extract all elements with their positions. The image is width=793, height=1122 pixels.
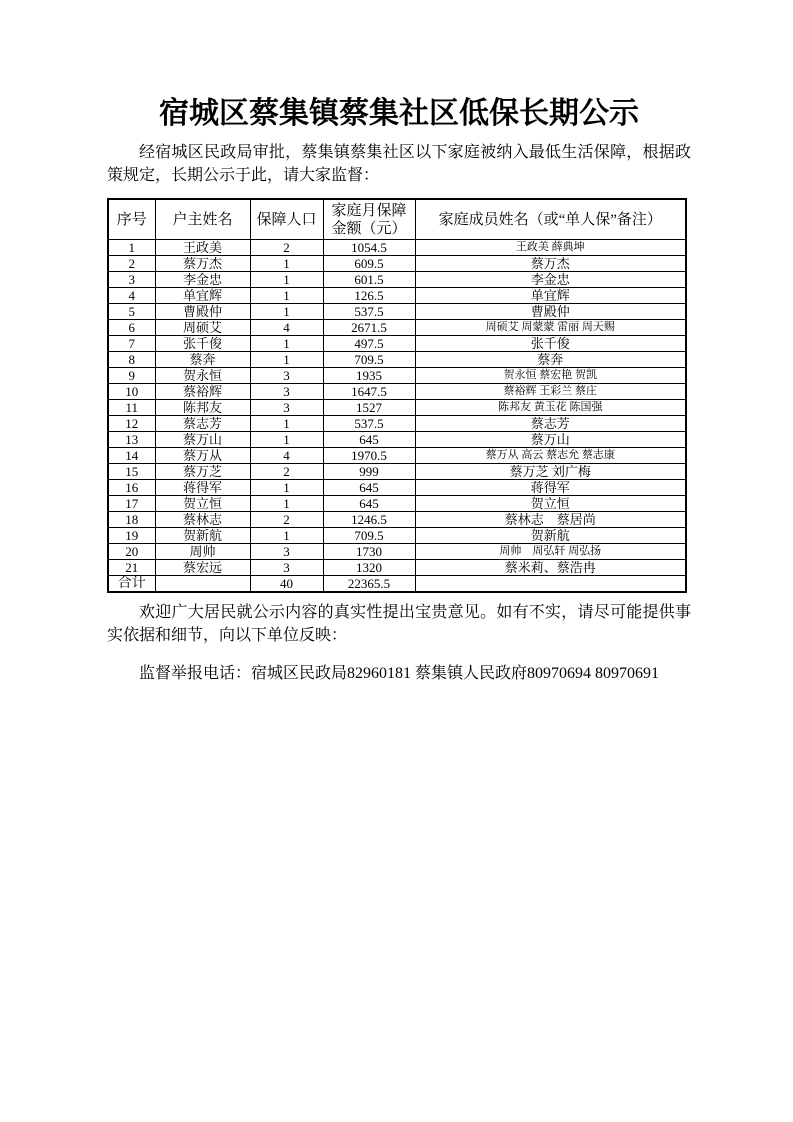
cell-head-name: 单宜辉 [155, 288, 250, 304]
cell-population: 3 [250, 384, 323, 400]
cell-amount: 1527 [323, 400, 415, 416]
cell-members: 周硕艾 周蒙蒙 雷丽 周天赐 [415, 320, 686, 336]
table-row [108, 480, 686, 496]
cell-members: 蔡万山 [415, 432, 686, 448]
cell-amount: 1320 [323, 560, 415, 576]
cell-population: 40 [250, 576, 323, 593]
cell-no: 12 [108, 416, 155, 432]
cell-head-name: 蔡万山 [155, 432, 250, 448]
cell-no: 21 [108, 560, 155, 576]
cell-head-name: 蔡万芝 [155, 464, 250, 480]
cell-head-name: 李金忠 [155, 272, 250, 288]
total-row [108, 576, 686, 593]
table-row [108, 336, 686, 352]
table-row [108, 464, 686, 480]
cell-amount: 1935 [323, 368, 415, 384]
cell-amount: 645 [323, 480, 415, 496]
cell-no: 8 [108, 352, 155, 368]
benefits-table [107, 198, 687, 593]
cell-no: 5 [108, 304, 155, 320]
cell-members: 李金忠 [415, 272, 686, 288]
cell-amount: 645 [323, 496, 415, 512]
cell-head-name: 张千俊 [155, 336, 250, 352]
cell-head-name: 王政美 [155, 240, 250, 256]
cell-no: 7 [108, 336, 155, 352]
cell-head-name: 贺立恒 [155, 496, 250, 512]
cell-amount: 1730 [323, 544, 415, 560]
cell-no: 6 [108, 320, 155, 336]
cell-population: 1 [250, 288, 323, 304]
cell-amount: 537.5 [323, 304, 415, 320]
cell-members [415, 576, 686, 593]
cell-population: 3 [250, 560, 323, 576]
page-title: 宿城区蔡集镇蔡集社区低保长期公示 [159, 97, 639, 130]
cell-members: 贺立恒 [415, 496, 686, 512]
cell-members: 周帅 周弘轩 周弘扬 [415, 544, 686, 560]
cell-no: 15 [108, 464, 155, 480]
cell-members: 蔡奔 [415, 352, 686, 368]
cell-no: 2 [108, 256, 155, 272]
cell-no: 11 [108, 400, 155, 416]
cell-head-name: 蔡万杰 [155, 256, 250, 272]
col-header-head-name: 户主姓名 [155, 199, 250, 240]
cell-members: 王政美 薛典坤 [415, 240, 686, 256]
cell-amount: 601.5 [323, 272, 415, 288]
cell-head-name: 蔡志芳 [155, 416, 250, 432]
cell-no: 17 [108, 496, 155, 512]
cell-members: 贺新航 [415, 528, 686, 544]
cell-members: 蔡志芳 [415, 416, 686, 432]
cell-no: 16 [108, 480, 155, 496]
table-row [108, 288, 686, 304]
cell-population: 1 [250, 416, 323, 432]
table-body [108, 240, 686, 593]
cell-population: 1 [250, 480, 323, 496]
cell-no: 19 [108, 528, 155, 544]
cell-amount: 126.5 [323, 288, 415, 304]
cell-population: 1 [250, 272, 323, 288]
cell-amount: 1647.5 [323, 384, 415, 400]
cell-head-name: 周帅 [155, 544, 250, 560]
cell-population: 1 [250, 336, 323, 352]
cell-amount: 645 [323, 432, 415, 448]
col-header-members: 家庭成员姓名（或“单人保”备注） [415, 199, 686, 240]
cell-members: 蔡裕辉 王彩兰 蔡庄 [415, 384, 686, 400]
cell-head-name: 蔡宏远 [155, 560, 250, 576]
cell-members: 蔡万从 高云 蔡志允 蔡志康 [415, 448, 686, 464]
table-row [108, 256, 686, 272]
cell-head-name: 蔡万从 [155, 448, 250, 464]
cell-amount: 1970.5 [323, 448, 415, 464]
cell-head-name: 蔡奔 [155, 352, 250, 368]
table-row [108, 352, 686, 368]
cell-amount: 22365.5 [323, 576, 415, 593]
cell-no: 14 [108, 448, 155, 464]
cell-head-name: 曹殿仲 [155, 304, 250, 320]
cell-amount: 537.5 [323, 416, 415, 432]
table-row [108, 368, 686, 384]
cell-amount: 709.5 [323, 528, 415, 544]
table-row [108, 416, 686, 432]
table-row [108, 320, 686, 336]
cell-population: 2 [250, 240, 323, 256]
cell-head-name: 蒋得军 [155, 480, 250, 496]
cell-head-name: 周硕艾 [155, 320, 250, 336]
cell-population: 1 [250, 352, 323, 368]
cell-members: 单宜辉 [415, 288, 686, 304]
cell-population: 1 [250, 528, 323, 544]
cell-members: 陈邦友 黄玉花 陈国强 [415, 400, 686, 416]
cell-head-name: 贺新航 [155, 528, 250, 544]
outro-paragraph: 欢迎广大居民就公示内容的真实性提出宝贵意见。如有不实，请尽可能提供事实依据和细节，向以下单位反映： [107, 604, 691, 644]
table-row [108, 528, 686, 544]
cell-members: 蔡林志 蔡居尚 [415, 512, 686, 528]
col-header-amount: 家庭月保障金额（元） [323, 199, 415, 240]
cell-population: 1 [250, 304, 323, 320]
cell-amount: 1246.5 [323, 512, 415, 528]
cell-amount: 709.5 [323, 352, 415, 368]
cell-amount: 2671.5 [323, 320, 415, 336]
table-row [108, 384, 686, 400]
cell-no: 13 [108, 432, 155, 448]
cell-amount: 1054.5 [323, 240, 415, 256]
cell-population: 1 [250, 432, 323, 448]
cell-amount: 999 [323, 464, 415, 480]
cell-population: 2 [250, 512, 323, 528]
cell-population: 3 [250, 400, 323, 416]
cell-head-name: 蔡林志 [155, 512, 250, 528]
cell-no: 18 [108, 512, 155, 528]
hotline-line: 监督举报电话：宿城区民政局82960181 蔡集镇人民政府80970694 80970691 [139, 665, 660, 682]
cell-members: 贺永恒 蔡宏艳 贺凯 [415, 368, 686, 384]
cell-amount: 609.5 [323, 256, 415, 272]
table-row [108, 544, 686, 560]
cell-population: 1 [250, 256, 323, 272]
cell-head-name: 贺永恒 [155, 368, 250, 384]
table-row [108, 240, 686, 256]
header-row [108, 199, 686, 240]
table-row [108, 304, 686, 320]
cell-population: 4 [250, 320, 323, 336]
table-row [108, 432, 686, 448]
cell-no: 20 [108, 544, 155, 560]
table-header [108, 199, 686, 240]
table-row [108, 560, 686, 576]
table-row [108, 272, 686, 288]
notice-content [107, 0, 691, 685]
table-row [108, 448, 686, 464]
cell-population: 3 [250, 368, 323, 384]
cell-population: 1 [250, 496, 323, 512]
cell-no: 9 [108, 368, 155, 384]
cell-amount: 497.5 [323, 336, 415, 352]
cell-population: 3 [250, 544, 323, 560]
cell-members: 曹殿仲 [415, 304, 686, 320]
cell-no: 合计 [108, 576, 155, 593]
col-header-population: 保障人口 [250, 199, 323, 240]
cell-members: 张千俊 [415, 336, 686, 352]
table-row [108, 496, 686, 512]
cell-no: 4 [108, 288, 155, 304]
cell-no: 1 [108, 240, 155, 256]
cell-no: 3 [108, 272, 155, 288]
intro-paragraph: 经宿城区民政局审批，蔡集镇蔡集社区以下家庭被纳入最低生活保障，根据政策规定，长期公示于此，请大家监督： [107, 144, 691, 184]
cell-members: 蒋得军 [415, 480, 686, 496]
cell-head-name [155, 576, 250, 593]
cell-no: 10 [108, 384, 155, 400]
cell-population: 2 [250, 464, 323, 480]
cell-head-name: 蔡裕辉 [155, 384, 250, 400]
table-row [108, 512, 686, 528]
cell-members: 蔡米莉、蔡浩冉 [415, 560, 686, 576]
cell-members: 蔡万芝 刘广梅 [415, 464, 686, 480]
cell-members: 蔡万杰 [415, 256, 686, 272]
cell-head-name: 陈邦友 [155, 400, 250, 416]
table-row [108, 400, 686, 416]
col-header-no: 序号 [108, 199, 155, 240]
cell-population: 4 [250, 448, 323, 464]
